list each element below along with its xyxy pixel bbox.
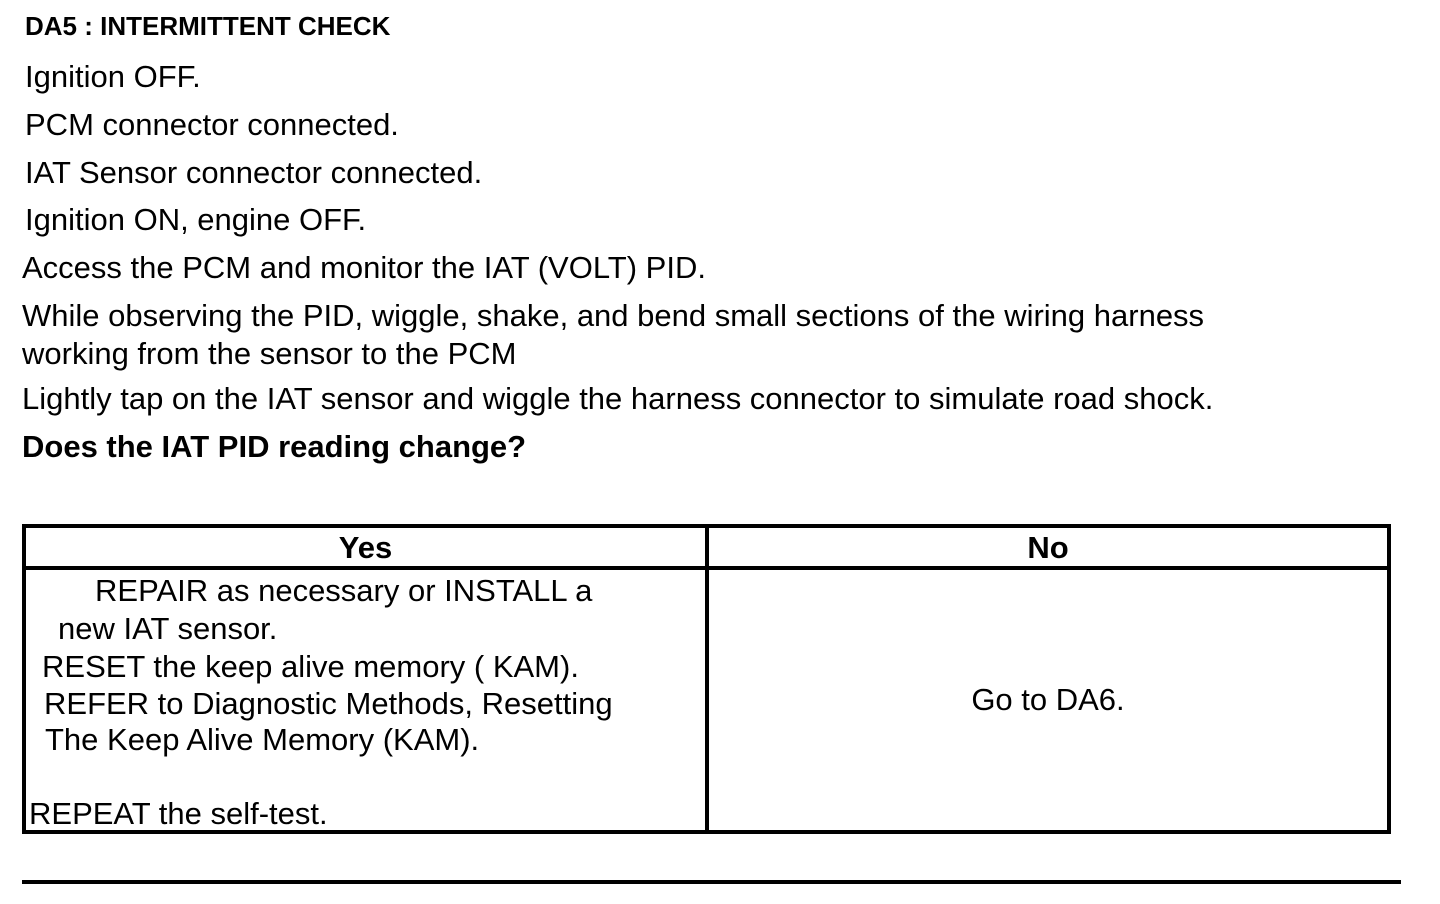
yes-column-header: Yes	[338, 530, 393, 565]
step-wiggle-harness: While observing the PID, wiggle, shake, and bend small sections of the wiring harness	[22, 298, 1205, 333]
step-tap-sensor: Lightly tap on the IAT sensor and wiggle the harness connector to simulate road shock.	[22, 381, 1214, 416]
step-pcm-connector: PCM connector connected.	[25, 107, 399, 142]
step-access-pcm: Access the PCM and monitor the IAT (VOLT) PID.	[22, 250, 706, 285]
yes-line-repeat: REPEAT the self-test.	[29, 796, 328, 831]
page-title: DA5 : INTERMITTENT CHECK	[25, 11, 391, 41]
step-ignition-off: Ignition OFF.	[25, 59, 201, 94]
no-action-text: Go to DA6.	[971, 682, 1125, 717]
result-table	[22, 524, 1391, 834]
yes-line-new-sensor: new IAT sensor.	[58, 611, 278, 646]
bottom-rule	[22, 880, 1401, 884]
yes-line-refer: REFER to Diagnostic Methods, Resetting	[44, 686, 613, 721]
step-question: Does the IAT PID reading change?	[22, 429, 527, 464]
no-column-header: No	[1027, 530, 1069, 565]
no-cell	[709, 570, 1387, 830]
step-ignition-on: Ignition ON, engine OFF.	[25, 202, 367, 237]
step-wiggle-harness-cont: working from the sensor to the PCM	[22, 336, 517, 371]
yes-line-repair: REPAIR as necessary or INSTALL a	[95, 573, 593, 608]
yes-line-keep-alive: The Keep Alive Memory (KAM).	[45, 722, 480, 757]
yes-line-reset-kam: RESET the keep alive memory ( KAM).	[42, 649, 579, 684]
step-iat-connector: IAT Sensor connector connected.	[25, 155, 483, 190]
